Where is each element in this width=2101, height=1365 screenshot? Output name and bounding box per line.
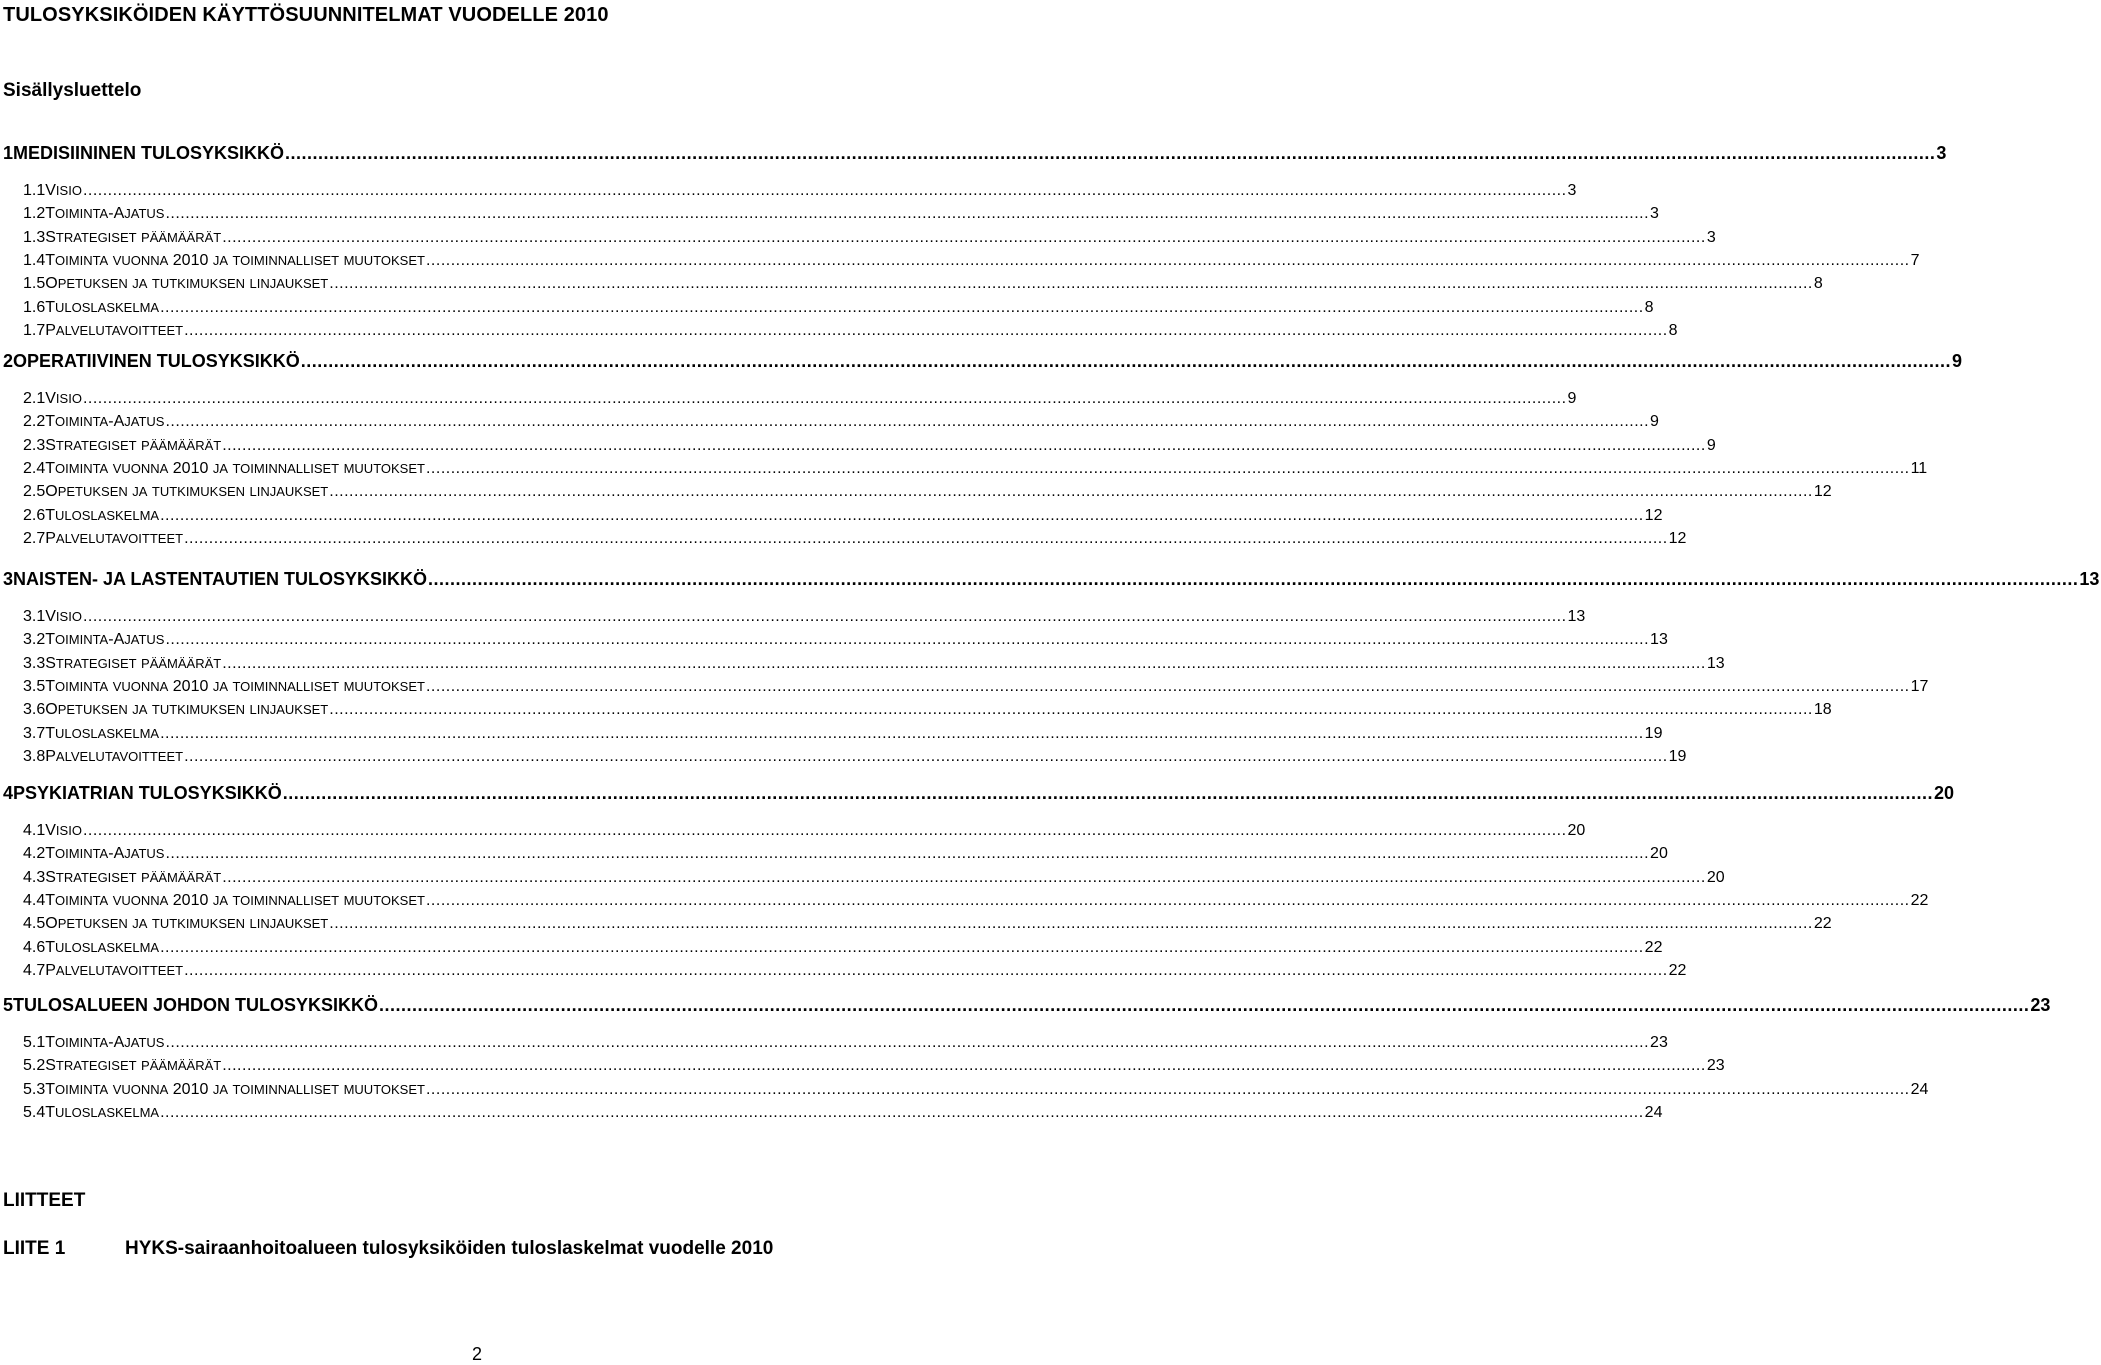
toc-entry-section[interactable]: [23, 384, 1577, 408]
toc-entry-chapter[interactable]: [3, 140, 1947, 164]
toc-entry-number: 1.4: [23, 251, 46, 269]
toc-entry-page: 9: [1650, 413, 1659, 431]
toc-entry-page: 24: [1910, 1080, 1929, 1098]
toc-entry-page: 20: [1650, 845, 1668, 863]
toc-entry-title: OPERATIIVINEN TULOSYKSIKKÖ: [13, 351, 300, 371]
toc-entry-title: TOIMINTA-AJATUS: [45, 1034, 165, 1051]
toc-entry-page: 22: [1813, 915, 1832, 933]
toc-entry-chapter[interactable]: [3, 992, 2051, 1016]
toc-entry-number: 3.3: [23, 654, 46, 672]
toc-leader-dots: ............................................................................................................................................................................................................................................................................................................: [184, 747, 1668, 765]
toc-leader-dots: ............................................................................................................................................................................................................................................................................................................: [329, 701, 1813, 719]
toc-leader-dots: ............................................................................................................................................................................................................................................................................................................: [222, 868, 1706, 886]
toc-entry-title: TOIMINTA VUONNA 2010 JA TOIMINNALLISET MUUTOKSET: [45, 251, 425, 269]
toc-entry-title: VISIO: [45, 182, 82, 199]
toc-entry-section[interactable]: [23, 625, 1668, 649]
toc-entry-chapter[interactable]: [3, 348, 1963, 372]
toc-leader-dots: ............................................................................................................................................................................................................................................................................................................: [165, 205, 1650, 223]
toc-entry-number: 2.4: [23, 459, 46, 477]
toc-entry-page: 19: [1668, 747, 1687, 765]
toc-entry-page: 22: [1668, 961, 1687, 979]
toc-entry-page: 12: [1644, 506, 1663, 524]
toc-entry-title: VISIO: [45, 390, 82, 407]
toc-entry-title: OPETUKSEN JA TUTKIMUKSEN LINJAUKSET: [45, 275, 329, 293]
toc-entry-page: 22: [1910, 891, 1929, 909]
toc-entry-number: 1.5: [23, 275, 46, 293]
toc-leader-dots: ............................................................................................................................................................................................................................................................................................................: [222, 1057, 1706, 1075]
toc-leader-dots: ............................................................................................................................................................................................................................................................................................................: [428, 569, 2079, 589]
toc-leader-dots: ............................................................................................................................................................................................................................................................................................................: [82, 822, 1567, 839]
toc-entry-number: 4.1: [23, 822, 46, 839]
toc-entry-number: 3.5: [23, 677, 46, 695]
toc-entry-title: PALVELUTAVOITTEET: [45, 529, 184, 547]
toc-entry-number: 2: [3, 351, 14, 371]
toc-entry-title: TULOSALUEEN JOHDON TULOSYKSIKKÖ: [13, 995, 379, 1015]
toc-entry-number: 1.2: [23, 205, 46, 223]
toc-entry-title: OPETUKSEN JA TUTKIMUKSEN LINJAUKSET: [45, 701, 329, 719]
toc-entry-page: 13: [1706, 654, 1725, 672]
toc-entry-page: 12: [1813, 483, 1832, 501]
toc-entry-title: OPETUKSEN JA TUTKIMUKSEN LINJAUKSET: [45, 915, 329, 933]
toc-leader-dots: ............................................................................................................................................................................................................................................................................................................: [165, 845, 1650, 863]
toc-leader-dots: ............................................................................................................................................................................................................................................................................................................: [329, 915, 1813, 933]
toc-leader-dots: ............................................................................................................................................................................................................................................................................................................: [285, 143, 1936, 163]
toc-entry-title: VISIO: [45, 608, 82, 625]
toc-entry-page: 8: [1644, 298, 1654, 316]
attachments-heading: LIITTEET: [3, 1190, 86, 1211]
toc-entry-title: STRATEGISET PÄÄMÄÄRÄT: [45, 1057, 222, 1075]
toc-leader-dots: ............................................................................................................................................................................................................................................................................................................: [329, 275, 1813, 293]
toc-entry-number: 3.6: [23, 701, 46, 719]
toc-entry-section[interactable]: [23, 1098, 1663, 1122]
toc-entry-number: 2.3: [23, 436, 46, 454]
toc-entry-title: STRATEGISET PÄÄMÄÄRÄT: [45, 868, 222, 886]
toc-entry-section[interactable]: [23, 1075, 1929, 1099]
toc-entry-section[interactable]: [23, 431, 1716, 455]
toc-entry-page: 23: [2030, 995, 2051, 1015]
toc-entry-section[interactable]: [23, 223, 1716, 247]
toc-entry-section[interactable]: [23, 1028, 1668, 1052]
toc-entry-number: 4.6: [23, 938, 46, 956]
toc-entry-title: TULOSLASKELMA: [45, 938, 160, 956]
toc-leader-dots: ............................................................................................................................................................................................................................................................................................................: [425, 677, 1910, 695]
toc-entry-page: 9: [1567, 390, 1577, 407]
toc-leader-dots: ............................................................................................................................................................................................................................................................................................................: [222, 228, 1706, 246]
toc-entry-number: 5.3: [23, 1080, 46, 1098]
toc-entry-page: 20: [1706, 868, 1725, 886]
toc-entry-section[interactable]: [23, 176, 1577, 200]
toc-entry-section[interactable]: [23, 407, 1659, 431]
toc-entry-title: STRATEGISET PÄÄMÄÄRÄT: [45, 654, 222, 672]
toc-leader-dots: ............................................................................................................................................................................................................................................................................................................: [82, 390, 1567, 407]
toc-entry-section[interactable]: [23, 293, 1654, 317]
toc-entry-section[interactable]: [23, 886, 1929, 910]
toc-entry-page: 3: [1936, 143, 1947, 163]
page-number: 2: [472, 1344, 483, 1364]
toc-leader-dots: ............................................................................................................................................................................................................................................................................................................: [222, 654, 1706, 672]
toc-entry-number: 2.2: [23, 413, 46, 431]
toc-entry-page: 19: [1644, 724, 1663, 742]
toc-entry-title: STRATEGISET PÄÄMÄÄRÄT: [45, 436, 222, 454]
toc-entry-page: 20: [1567, 822, 1586, 839]
toc-entry-section[interactable]: [23, 695, 1832, 719]
toc-entry-title: TULOSLASKELMA: [45, 724, 160, 742]
toc-entry-section[interactable]: [23, 602, 1586, 626]
toc-entry-number: 1.7: [23, 321, 46, 339]
toc-entry-page: 8: [1668, 321, 1678, 339]
toc-entry-section[interactable]: [23, 316, 1678, 340]
toc-leader-dots: ............................................................................................................................................................................................................................................................................................................: [160, 724, 1644, 742]
toc-entry-number: 2.1: [23, 390, 46, 407]
toc-entry-page: 9: [1952, 351, 1963, 371]
toc-entry-section[interactable]: [23, 839, 1668, 863]
toc-entry-section[interactable]: [23, 816, 1586, 840]
toc-leader-dots: ............................................................................................................................................................................................................................................................................................................: [160, 1103, 1644, 1121]
toc-entry-section[interactable]: [23, 524, 1687, 548]
toc-entry-number: 3.7: [23, 724, 46, 742]
toc-entry-page: 3: [1650, 205, 1659, 223]
toc-entry-title: TOIMINTA VUONNA 2010 JA TOIMINNALLISET MUUTOKSET: [45, 891, 425, 909]
toc-entry-section[interactable]: [23, 909, 1832, 933]
toc-leader-dots: ............................................................................................................................................................................................................................................................................................................: [425, 251, 1910, 269]
toc-entry-number: 4.2: [23, 845, 46, 863]
toc-entry-number: 4.5: [23, 915, 46, 933]
toc-entry-page: 12: [1668, 529, 1687, 547]
toc-entry-page: 7: [1910, 251, 1920, 269]
toc-entry-page: 18: [1813, 701, 1832, 719]
toc-entry-chapter[interactable]: [3, 566, 2100, 590]
toc-entry-number: 4.4: [23, 891, 46, 909]
toc-leader-dots: ............................................................................................................................................................................................................................................................................................................: [82, 608, 1567, 625]
toc-entry-number: 4.3: [23, 868, 46, 886]
toc-entry-number: 5: [3, 995, 14, 1015]
toc-entry-number: 1: [3, 143, 14, 163]
toc-leader-dots: ............................................................................................................................................................................................................................................................................................................: [425, 1080, 1910, 1098]
toc-entry-number: 2.5: [23, 483, 46, 501]
toc-entry-page: 24: [1644, 1103, 1663, 1121]
toc-entry-title: TOIMINTA-AJATUS: [45, 205, 165, 223]
toc-entry-number: 4.7: [23, 961, 46, 979]
toc-leader-dots: ............................................................................................................................................................................................................................................................................................................: [425, 459, 1910, 477]
toc-entry-number: 5.1: [23, 1034, 46, 1051]
toc-entry-number: 3: [3, 569, 14, 589]
attachment-id: LIITE 1: [3, 1238, 66, 1259]
toc-entry-page: 9: [1706, 436, 1716, 454]
toc-entry-title: TULOSLASKELMA: [45, 298, 160, 316]
toc-entry-section[interactable]: [23, 199, 1659, 223]
toc-entry-title: PSYKIATRIAN TULOSYKSIKKÖ: [13, 783, 282, 803]
toc-entry-section[interactable]: [23, 672, 1929, 696]
toc-entry-title: TOIMINTA-AJATUS: [45, 845, 165, 863]
toc-entry-number: 5.4: [23, 1103, 46, 1121]
toc-leader-dots: ............................................................................................................................................................................................................................................................................................................: [82, 182, 1567, 199]
toc-entry-title: TOIMINTA VUONNA 2010 JA TOIMINNALLISET MUUTOKSET: [45, 459, 425, 477]
toc-entry-section[interactable]: [23, 1051, 1725, 1075]
toc-entry-section[interactable]: [23, 742, 1687, 766]
toc-entry-chapter[interactable]: [3, 780, 1955, 804]
toc-entry-section[interactable]: [23, 246, 1920, 270]
toc-entry-number: 4: [3, 783, 14, 803]
toc-entry-number: 5.2: [23, 1057, 46, 1075]
toc-leader-dots: ............................................................................................................................................................................................................................................................................................................: [165, 1034, 1650, 1051]
toc-leader-dots: ............................................................................................................................................................................................................................................................................................................: [379, 995, 2030, 1015]
toc-entry-title: TOIMINTA VUONNA 2010 JA TOIMINNALLISET MUUTOKSET: [45, 1080, 425, 1098]
toc-entry-section[interactable]: [23, 477, 1832, 501]
toc-entry-section[interactable]: [23, 933, 1663, 957]
toc-entry-page: 17: [1910, 677, 1929, 695]
toc-heading: Sisällysluettelo: [3, 80, 142, 101]
attachment-row: [3, 1238, 773, 1260]
toc-leader-dots: ............................................................................................................................................................................................................................................................................................................: [329, 483, 1813, 501]
toc-entry-title: PALVELUTAVOITTEET: [45, 747, 184, 765]
toc-leader-dots: ............................................................................................................................................................................................................................................................................................................: [425, 891, 1910, 909]
toc-entry-page: 13: [2079, 569, 2100, 589]
toc-entry-title: TOIMINTA-AJATUS: [45, 413, 165, 431]
toc-leader-dots: ............................................................................................................................................................................................................................................................................................................: [184, 961, 1668, 979]
toc-entry-section[interactable]: [23, 719, 1663, 743]
toc-entry-page: 22: [1644, 938, 1663, 956]
toc-entry-title: PALVELUTAVOITTEET: [45, 961, 184, 979]
toc-leader-dots: ............................................................................................................................................................................................................................................................................................................: [184, 529, 1668, 547]
toc-entry-page: 8: [1813, 275, 1823, 293]
toc-entry-title: OPETUKSEN JA TUTKIMUKSEN LINJAUKSET: [45, 483, 329, 501]
toc-entry-title: TULOSLASKELMA: [45, 1103, 160, 1121]
toc-leader-dots: ............................................................................................................................................................................................................................................................................................................: [160, 506, 1644, 524]
toc-entry-number: 3.8: [23, 747, 46, 765]
toc-entry-section[interactable]: [23, 454, 1928, 478]
toc-leader-dots: ............................................................................................................................................................................................................................................................................................................: [165, 413, 1650, 431]
toc-entry-number: 2.6: [23, 506, 46, 524]
toc-entry-page: 23: [1706, 1057, 1725, 1075]
toc-entry-page: 23: [1650, 1034, 1668, 1051]
toc-entry-page: 3: [1567, 182, 1577, 199]
attachment-title: HYKS-sairaanhoitoalueen tulosyksiköiden tuloslaskelmat vuodelle 2010: [125, 1238, 774, 1259]
toc-entry-page: 3: [1706, 228, 1716, 246]
toc-entry-title: MEDISIININEN TULOSYKSIKKÖ: [13, 143, 285, 163]
toc-entry-section[interactable]: [23, 863, 1725, 887]
toc-leader-dots: ............................................................................................................................................................................................................................................................................................................: [184, 321, 1668, 339]
toc-entry-title: NAISTEN- JA LASTENTAUTIEN TULOSYKSIKKÖ: [13, 569, 428, 589]
toc-entry-section[interactable]: [23, 501, 1663, 525]
toc-entry-number: 3.2: [23, 631, 46, 649]
document-title: TULOSYKSIKÖIDEN KÄYTTÖSUUNNITELMAT VUODELLE 2010: [3, 4, 609, 26]
toc-entry-title: PALVELUTAVOITTEET: [45, 321, 184, 339]
toc-entry-title: VISIO: [45, 822, 82, 839]
toc-entry-page: 13: [1567, 608, 1586, 625]
toc-entry-title: TOIMINTA-AJATUS: [45, 631, 165, 649]
toc-entry-section[interactable]: [23, 649, 1725, 673]
toc-leader-dots: ............................................................................................................................................................................................................................................................................................................: [222, 436, 1706, 454]
toc-entry-page: 11: [1910, 459, 1928, 477]
toc-leader-dots: ............................................................................................................................................................................................................................................................................................................: [165, 631, 1650, 649]
toc-entry-page: 13: [1650, 631, 1668, 649]
toc-entry-number: 1.1: [23, 182, 46, 199]
toc-entry-number: 2.7: [23, 529, 46, 547]
toc-leader-dots: ............................................................................................................................................................................................................................................................................................................: [300, 351, 1952, 371]
toc-entry-title: TOIMINTA VUONNA 2010 JA TOIMINNALLISET MUUTOKSET: [45, 677, 425, 695]
toc-leader-dots: ............................................................................................................................................................................................................................................................................................................: [160, 938, 1644, 956]
toc-entry-section[interactable]: [23, 956, 1687, 980]
toc-entry-title: STRATEGISET PÄÄMÄÄRÄT: [45, 228, 222, 246]
toc-entry-page: 20: [1934, 783, 1955, 803]
toc-entry-number: 1.3: [23, 228, 46, 246]
toc-entry-title: TULOSLASKELMA: [45, 506, 160, 524]
toc-leader-dots: ............................................................................................................................................................................................................................................................................................................: [282, 783, 1933, 803]
toc-entry-number: 3.1: [23, 608, 46, 625]
toc-leader-dots: ............................................................................................................................................................................................................................................................................................................: [160, 298, 1644, 316]
toc-entry-section[interactable]: [23, 269, 1823, 293]
toc-entry-number: 1.6: [23, 298, 46, 316]
